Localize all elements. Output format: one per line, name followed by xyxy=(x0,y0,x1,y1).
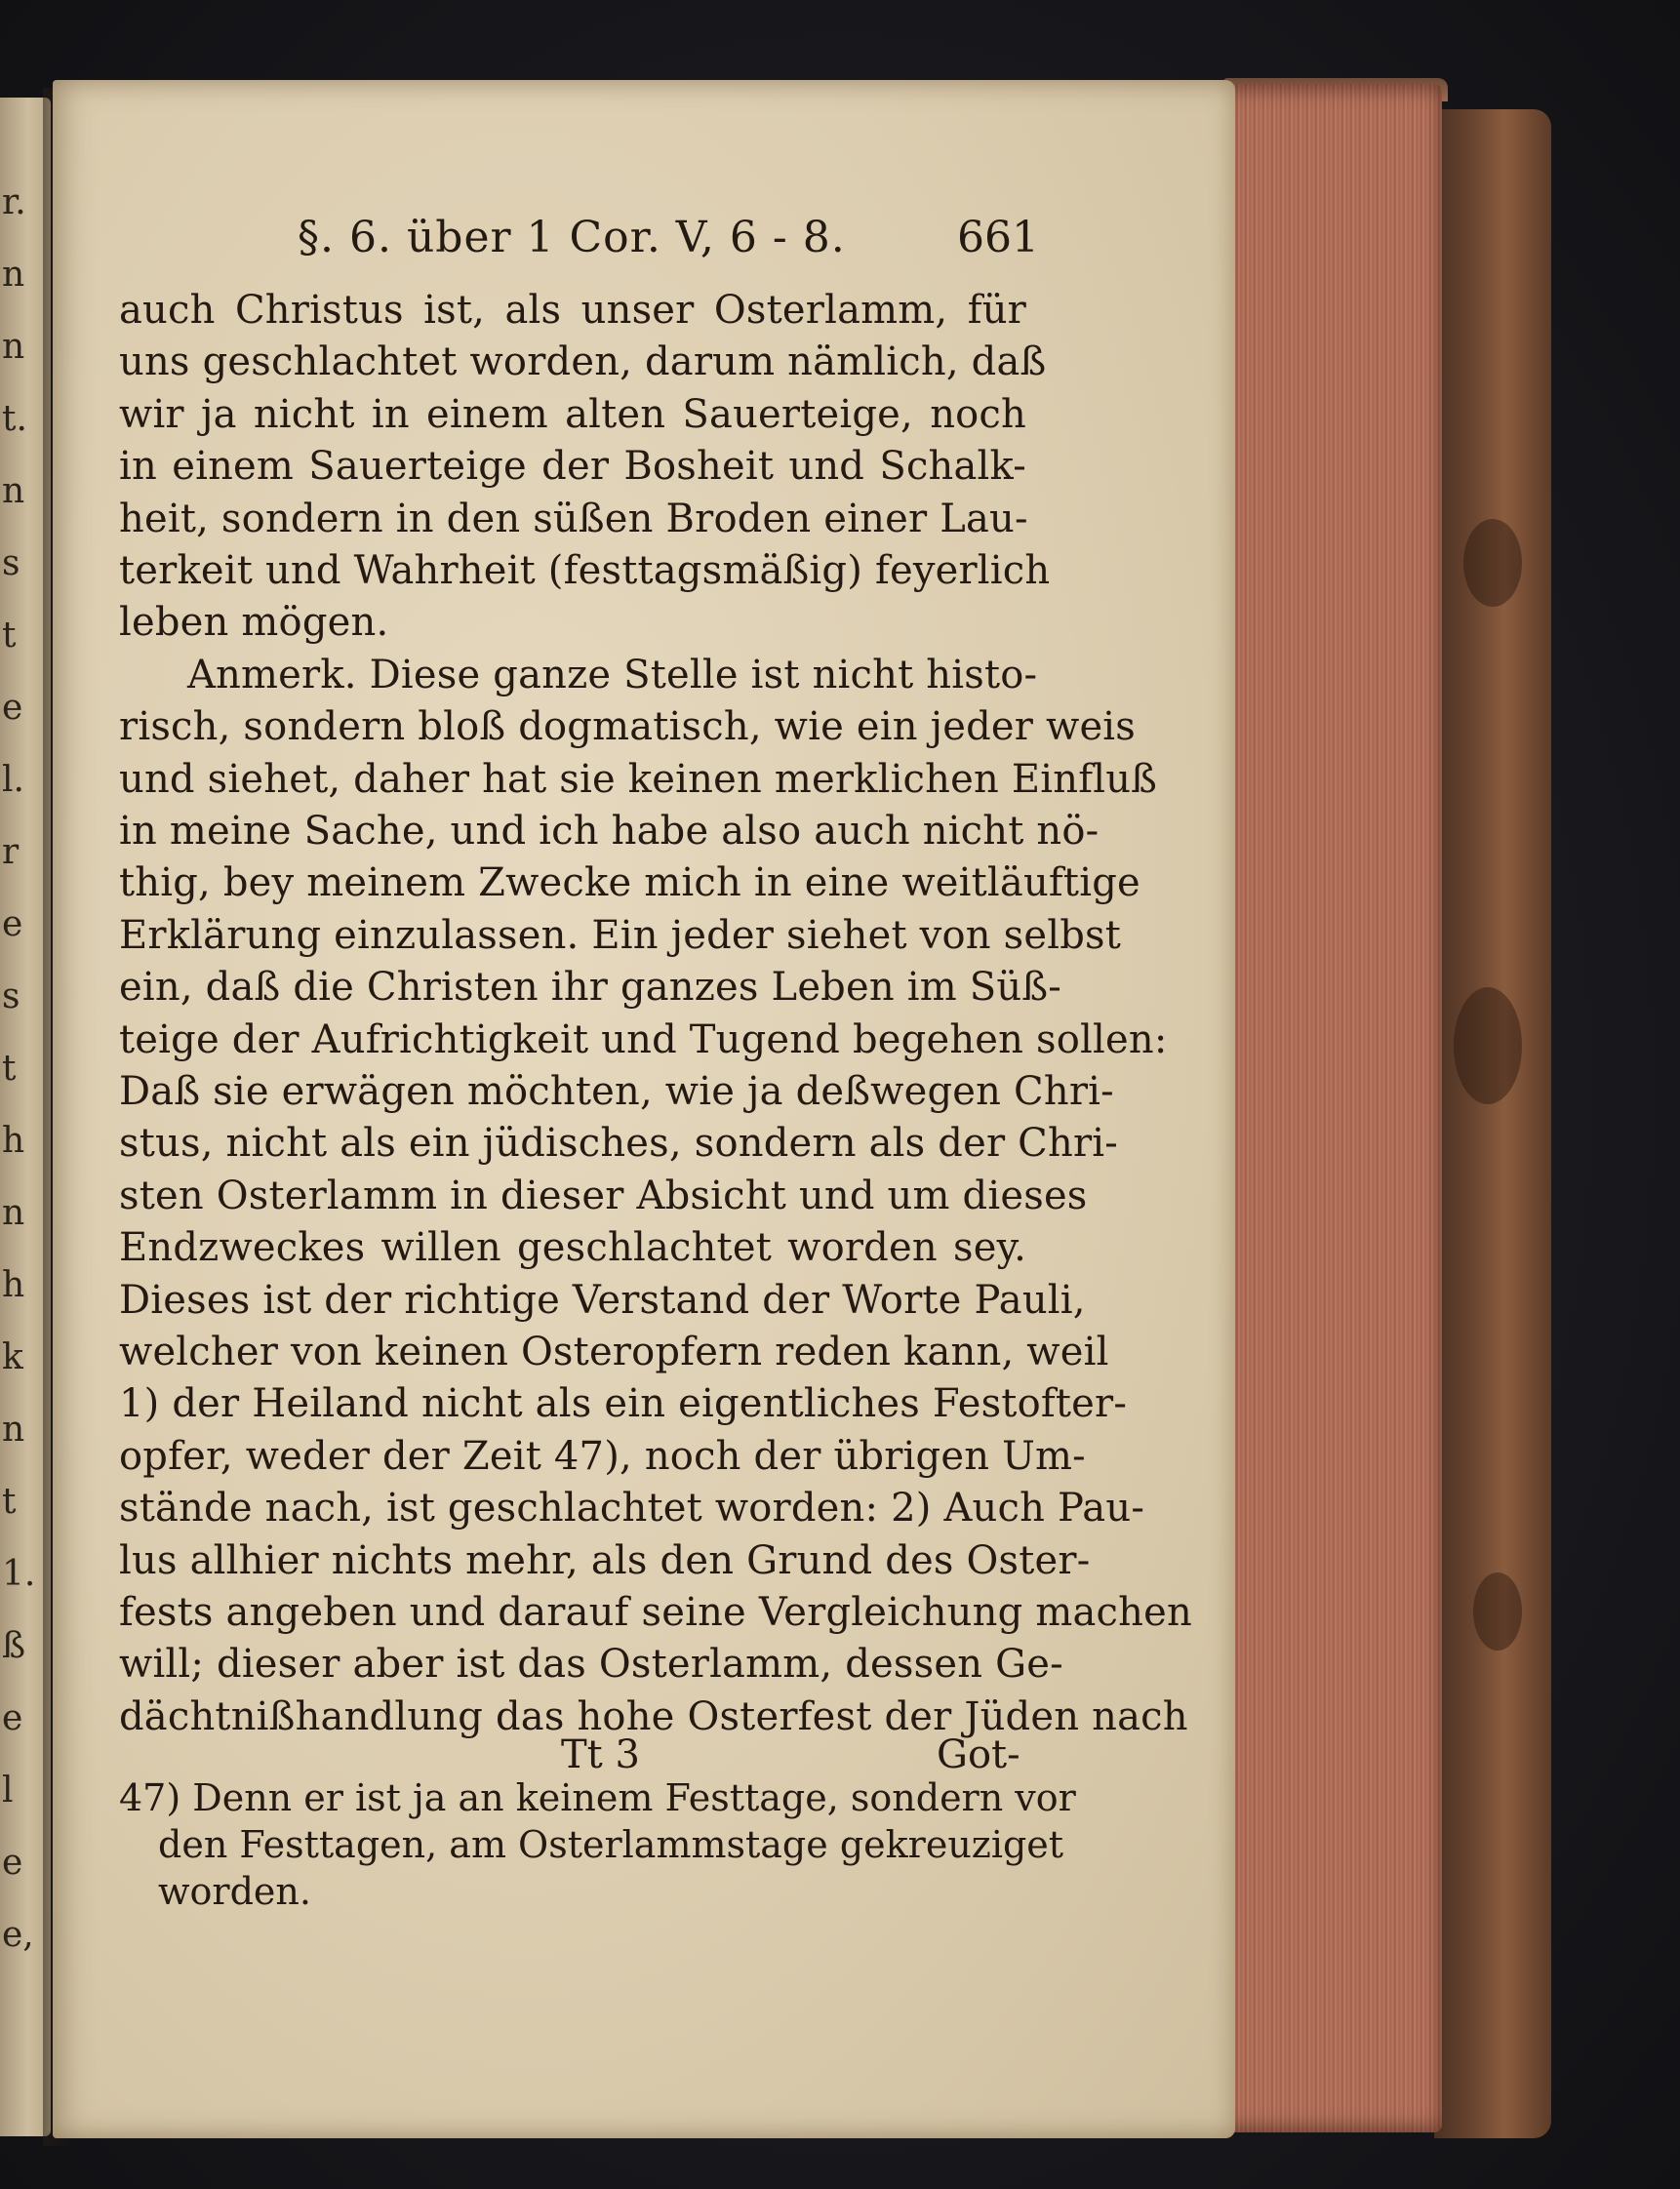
previous-page-fragment: t. xyxy=(2,399,27,439)
body-line: thig, bey meinem Zwecke mich in eine weitläuftige xyxy=(119,860,1140,906)
body-line: terkeit und Wahrheit (festtagsmäßig) feyerlich xyxy=(119,548,1051,593)
previous-page-fragment: n xyxy=(2,1410,25,1450)
previous-page-fragment: k xyxy=(2,1337,23,1377)
body-line: auch Christus ist, als unser Osterlamm, für xyxy=(119,288,1026,333)
body-line: in meine Sache, und ich habe also auch nicht nö- xyxy=(119,809,1100,854)
previous-page-fragment: h xyxy=(2,1121,25,1161)
previous-page-fragment: e, xyxy=(2,1915,34,1955)
previous-page-fragment: e xyxy=(2,1698,23,1738)
body-line: in einem Sauerteige der Bosheit und Schalk- xyxy=(119,444,1026,490)
previous-page-fragment: r xyxy=(2,832,20,872)
page-fore-edge xyxy=(1223,84,1442,2132)
previous-page-fragment: t xyxy=(2,1049,17,1089)
body-line: stände nach, ist geschlachtet worden: 2) Auch Pau- xyxy=(119,1486,1145,1532)
previous-page-fragment: ß xyxy=(2,1626,26,1666)
body-line: opfer, weder der Zeit 47), noch der übrigen Um- xyxy=(119,1433,1086,1479)
body-line: dächtnißhandlung das hohe Osterfest der Jüden nach xyxy=(119,1693,1188,1739)
body-line: ein, daß die Christen ihr ganzes Leben im Süß- xyxy=(119,965,1061,1011)
body-line: stus, nicht als ein jüdisches, sondern als der Chri- xyxy=(119,1121,1118,1167)
previous-page-fragment: e xyxy=(2,688,23,728)
previous-page-fragment: 1. xyxy=(2,1554,36,1594)
previous-page-fragment: r. xyxy=(2,182,26,222)
body-line: teige der Aufrichtigkeit und Tugend begehen sollen: xyxy=(119,1016,1168,1062)
leather-cover xyxy=(1434,109,1551,2138)
body-line: welcher von keinen Osteropfern reden kann, weil xyxy=(119,1330,1109,1374)
previous-page-fragment: n xyxy=(2,1193,25,1233)
footnote-line: 47) Denn er ist ja an keinem Festtage, sondern vor xyxy=(119,1776,1076,1819)
body-line: lus allhier nichts mehr, als den Grund des Oster- xyxy=(119,1537,1091,1583)
body-line: uns geschlachtet worden, darum nämlich, daß xyxy=(119,339,1047,385)
previous-page-fragment: t xyxy=(2,616,17,656)
previous-page-fragment: e xyxy=(2,904,23,944)
body-line: und siehet, daher hat sie keinen merklichen Einfluß xyxy=(119,756,1158,802)
catchword: Got- xyxy=(937,1732,1020,1777)
previous-page-fragment: t xyxy=(2,1482,17,1522)
previous-page-fragment: s xyxy=(2,543,20,583)
previous-page-fragment: e xyxy=(2,1843,23,1883)
body-line: wir ja nicht in einem alten Sauerteige, noch xyxy=(119,391,1026,437)
previous-page-fragment: l xyxy=(2,1771,14,1811)
previous-page-fragment: s xyxy=(2,976,20,1016)
previous-page-fragment: h xyxy=(2,1265,25,1305)
footnote-line: den Festtagen, am Osterlammstage gekreuziget xyxy=(158,1823,1064,1866)
body-line: Erklärung einzulassen. Ein jeder siehet von selbst xyxy=(119,912,1122,958)
page-number: 661 xyxy=(957,213,1039,262)
footnote-line: worden. xyxy=(158,1870,311,1913)
body-line: 1) der Heiland nicht als ein eigentliches Festofter- xyxy=(119,1381,1128,1427)
running-title: §. 6. über 1 Cor. V, 6 - 8. xyxy=(298,213,846,262)
previous-page-fragment: n xyxy=(2,255,25,295)
signature-mark: Tt 3 xyxy=(561,1732,640,1777)
body-line: Daß sie erwägen möchten, wie ja deßwegen Chri- xyxy=(119,1069,1114,1114)
body-line: will; dieser aber ist das Osterlamm, dessen Ge- xyxy=(119,1642,1063,1688)
previous-page-fragment: l. xyxy=(2,760,24,800)
body-line: fests angeben und darauf seine Vergleichung machen xyxy=(119,1590,1192,1635)
body-line: Anmerk. Diese ganze Stelle ist nicht histo- xyxy=(187,652,1038,697)
previous-page-fragment: n xyxy=(2,471,25,511)
body-line: sten Osterlamm in dieser Absicht und um dieses xyxy=(119,1173,1088,1218)
body-line: risch, sondern bloß dogmatisch, wie ein jeder weis xyxy=(119,704,1137,750)
running-head xyxy=(298,213,1039,271)
body-line: heit, sondern in den süßen Broden einer Lau- xyxy=(119,496,1028,541)
body-line: Dieses ist der richtige Verstand der Worte Pauli, xyxy=(119,1277,1086,1323)
body-line: leben mögen. xyxy=(119,600,389,646)
body-line: Endzweckes willen geschlachtet worden sey. xyxy=(119,1225,1026,1271)
previous-page-fragment: n xyxy=(2,327,25,367)
